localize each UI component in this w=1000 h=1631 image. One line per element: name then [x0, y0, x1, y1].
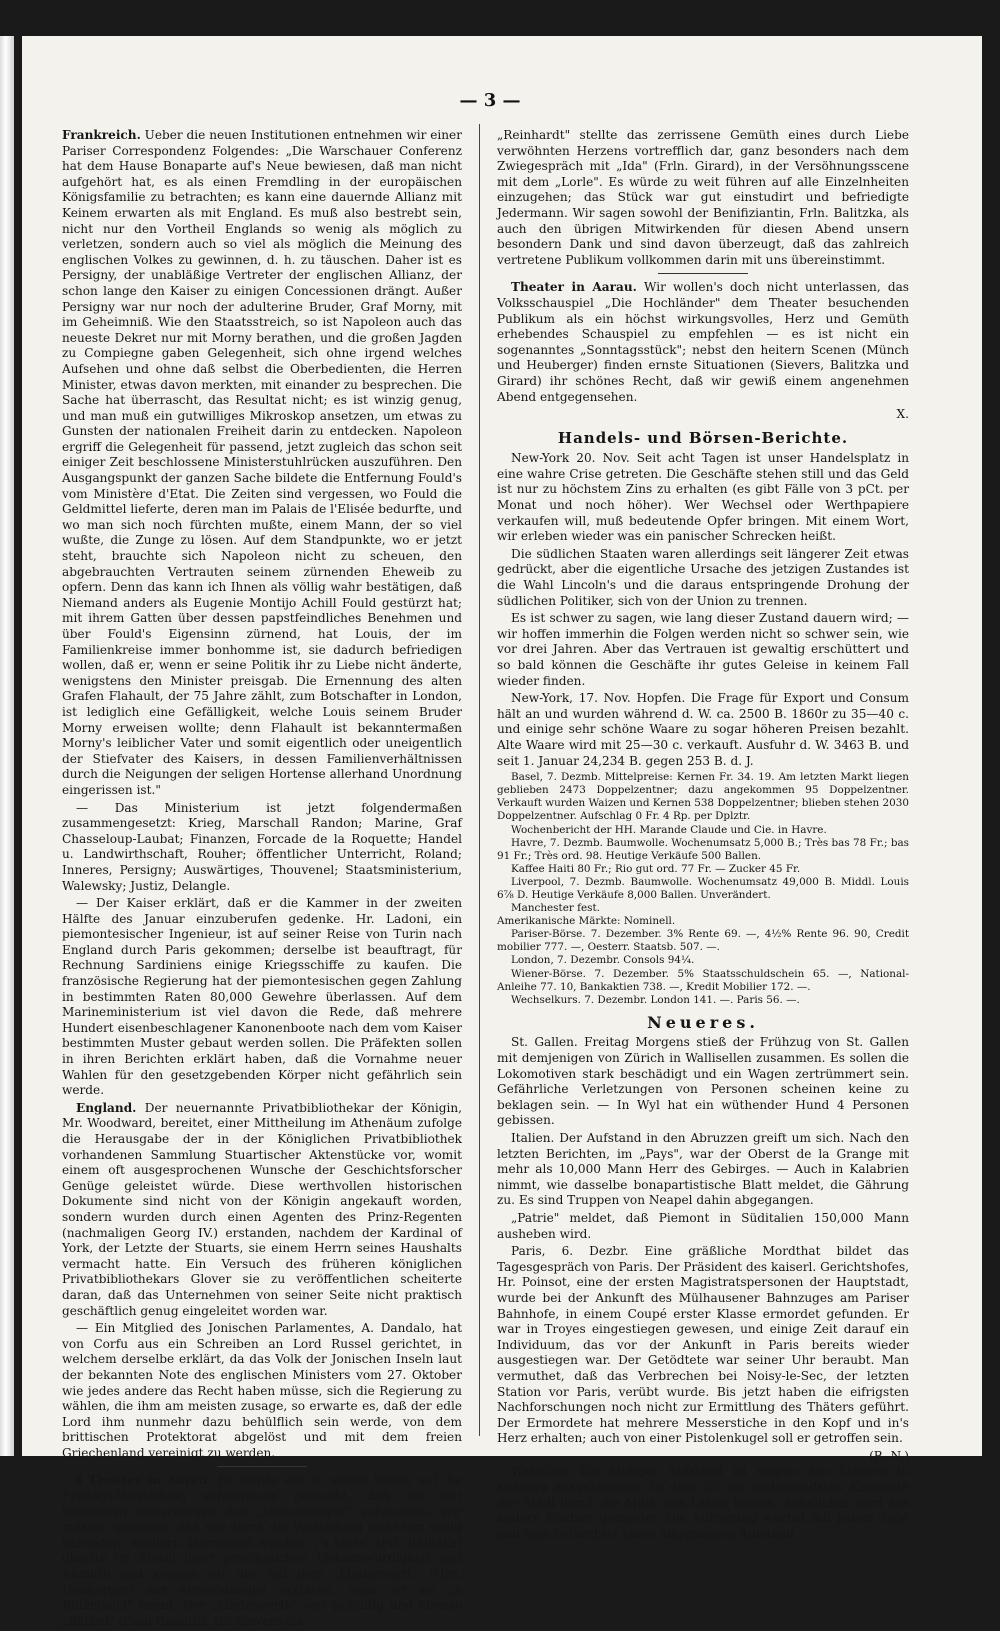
market-paris-boerse: Pariser-Börse. 7. Dezember. 3% Rente 69. —, 4½% Rente 96. 90, Credit mobilier 777. —, Oesterr. Staatsb. 507. —.: [497, 928, 909, 954]
market-amerika: Amerikanische Märkte: Nominell.: [497, 915, 676, 928]
article-theater-1: [62, 1473, 462, 1629]
market-wechselkurs: Wechselkurs. 7. Dezembr. London 141. —. Paris 56. —.: [511, 993, 800, 1006]
heading-theater-2: Theater in Aarau.: [511, 280, 637, 295]
heading-theater-1: § Theater in Aarau.: [76, 1473, 212, 1488]
market-london: London, 7. Dezembr. Consols 94¼.: [511, 954, 695, 967]
section-heading-neueres: Neueres.: [647, 1012, 759, 1032]
market-manchester: Manchester fest.: [511, 902, 600, 915]
article-theater-2-text: Wir wollen's doch nicht unterlassen, das Volksschauspiel „Die Hochländer" dem Theater besuchenden Publikum als ein höchst wirkungsvolles, Herz und Gemüth erhebendes Schauspiel zu empfehlen — es ist nicht ein sogenanntes „Sonntagsstück"; nebst den heitern Scenen (Münch und Heuberger) finden ernste Situationen (Sievers, Balitzka und Girard) ihr schönes Recht, daß wir gewiß einem angenehmen Abend entgegensehen.: [497, 280, 909, 404]
report-outlook: Es ist schwer zu sagen, wie lang dieser Zustand dauern wird; — wir hoffen immerhin die Folgen werden nicht so schwer sein, wie vor drei Jahren. Aber das Vertrauen ist gewaltig erschüttert und so bald können die Geschäfte ihr gutes Geleise in keinem Fall wieder finden.: [497, 611, 909, 688]
section-heading-handel: Handels- und Börsen-Berichte.: [557, 428, 849, 447]
report-newyork-crisis: New-York 20. Nov. Seit acht Tagen ist unser Handelsplatz in eine wahre Crise getreten. Die Geschäfte stehen still und das Geld ist nur zu höchstem Zins zu erhalten (es gibt Fälle von 3 pCt. per Monat und noch höher). Wer Wechsel oder Werthpapiere verkaufen will, muß bedeutende Opfer bringen. Mit einem Wort, wir erleben wieder was ein panischer Schrecken heißt.: [497, 451, 909, 544]
article-ministerium: — Das Ministerium ist jetzt folgendermaßen zusammengesetzt: Krieg, Marschall Randon; Marine, Graf Chasseloup-Laubat; Finanzen, Forcade de la Roquette; Handel u. Landwirthschaft, Rouher; öffentlicher Unterricht, Roland; Inneres, Persigny; Auswärtiges, Thouvenel; Staatsministerium, Walewsky; Justiz, Delangle.: [62, 800, 462, 893]
page-edge: [0, 36, 14, 1456]
market-havre: Havre, 7. Dezmb. Baumwolle. Wochenumsatz 5,000 B.; Très bas 78 Fr.; bas 91 Fr.; Très ord. 98. Heutige Verkäufe 500 Ballen.: [497, 836, 909, 862]
signature: X.: [896, 407, 909, 422]
market-wochenbericht: Wochenbericht der HH. Marande Claude und Cie. in Havre.: [511, 823, 827, 836]
market-basel: Basel, 7. Dezmb. Mittelpreise: Kernen Fr. 34. 19. Am letzten Markt liegen geblieben 2473 Doppelzentner; dazu angekommen 95 Doppelzentner. Verkauft wurden Waizen und Kernen 538 Doppelzentner; blieben stehen 2030 Doppelzentner. Aufschlag 0 Fr. 4 Rp. per Dplztr.: [497, 771, 909, 823]
article-theater-1-text: Es wurde von so vielen Seiten auf die Freitags-Vorstellung aufmerksam gemacht, daß wir mit besondern Erwartungen den „Musentempel" aufsuchten. Wir müssen gestehen, daß wir durch die Vorstellung nicht nur völlig befriedigt, sondern überrascht wurden. „'s Lorle" (Frl. Balitzka) glänzte im Strahl ihrer gewöhnlichen Liebenswürdigkeit und Anmuth und können wir uns mit dem „Lindenwirth" (Hrn. Heuberger) nur einverstanden erklären, wenn er sie „a Blitzmädel" nennt. Der „Lindenwirth" war prächtig und ebenso „Bärbel" (Frau Gnauth). Hr. Sievers als: [62, 1473, 462, 1628]
article-england-text: Der neuernannte Privatbibliothekar der Königin, Mr. Woodward, bereitet, einer Mittheilung im Athenäum zufolge die Herausgabe der in der Königlichen Privatbibliothek vorhandenen Sammlung Stuartischer Aktenstücke vor, womit einem oft ausgesprochenen Wunsche der Geschichtsforscher Genüge geleistet würde. Diese werthvollen historischen Dokumente sind nicht von der Königin angekauft worden, sondern wurden durch einen Agenten des Prinz-Regenten (nachmaligen Georg IV.) erstanden, nachdem der Kardinal of York, der Letzte der Stuarts, sie einem Herrn seines Haushalts vermacht hatte. Ein Versuch des früheren königlichen Privatbibliothekars Glover sie zu veröffentlichen scheiterte daran, daß das Unternehmen von seiner Seite nicht praktisch geschäftlich genug eingeleitet worden war.: [62, 1100, 462, 1318]
news-patrie: „Patrie" meldet, daß Piemont in Süditalien 150,000 Mann ausheben wird.: [497, 1210, 909, 1241]
article-theater-2: [497, 280, 909, 405]
separator-rule: [217, 1466, 307, 1467]
news-italien: Italien. Der Aufstand in den Abruzzen greift um sich. Nach den letzten Berichten, im „Pays", war der Oberst de la Grange mit mehr als 10,000 Mann Herr des Gebirges. — Auch in Kalabrien nimmt, wie dasselbe bonapartistische Blatt meldet, die Gährung zu. Es sind Truppen von Neapel dahin abgegangen.: [497, 1131, 909, 1208]
heading-england: England.: [76, 1100, 137, 1115]
report-southern-states: Die südlichen Staaten waren allerdings seit längerer Zeit etwas gedrückt, aber die eigentliche Ursache des jetzigen Zustandes ist die Wahl Lincoln's und die daraus entspringende Drohung der südlichen Politiker, sich von der Union zu trennen.: [497, 546, 909, 608]
article-kaiser: — Der Kaiser erklärt, daß er die Kammer in der zweiten Hälfte des Januar einzuberufen gedenke. Hr. Ladoni, ein piemontesischer Ingenieur, ist auf seiner Reise von Turin nach England durch Paris gekommen; derselbe ist beauftragt, für Rechnung Sardiniens einige Kriegsschiffe zu kaufen. Die französische Regierung hat der piemontesischen gegen Zahlung in bestimmten Raten 80,000 Gewehre überlassen. Auf dem Marineministerium ist viel davon die Rede, daß mehrere Hundert eisenbeschlagener Kanonenboote nach dem vom Kaiser bestimmten Muster gebaut werden sollen. Die Präfekten sollen in ihren Berichten erklärt haben, daß die Vornahme neuer Wahlen für den gesetzgebenden Körper nicht gefährlich sein werde.: [62, 896, 462, 1098]
market-wien: Wiener-Börse. 7. Dezember. 5% Staatsschuldschein 65. —, National-Anleihe 77. 10, Bankaktien 738. —, Kredit Mobilier 172. —.: [497, 967, 909, 993]
source-signature: (B.-N.): [869, 1448, 909, 1463]
news-paris: Paris, 6. Dezbr. Eine gräßliche Mordthat bildet das Tagesgespräch von Paris. Der Präsident des kaiserl. Gerichtshofes, Hr. Poinsot, eine der ersten Magistratspersonen der Hauptstadt, wurde bei der Ankunft des Mülhausener Bahnzuges am Pariser Bahnhofe, in einem Coupé erster Klasse ermordet gefunden. Er war in Troyes eingestiegen gewesen, und einige Zeit darauf ein Individuum, das vor der Ankunft in Paris bereits wieder ausgestiegen war. Der Getödtete war seiner Uhr beraubt. Man vermuthet, daß das Verbrechen bei Noisy-le-Sec, der letzten Station vor Paris, verübt wurde. Bis jetzt haben die eifrigsten Nachforschungen noch nicht zur Ermittlung des Thäters geführt. Der Ermordete hat mehrere Messerstiche in den Kopf und in's Herz erhalten; auch von einer Pistolenkugel soll er getroffen sein.: [497, 1244, 909, 1446]
separator-rule: [658, 273, 748, 274]
left-column: [62, 128, 462, 1631]
market-liverpool: Liverpool, 7. Dezmb. Baumwolle. Wochenumsatz 49,000 B. Middl. Louis 6⅞ D. Heutige Verkäufe 8,000 Ballen. Unverändert.: [497, 875, 909, 901]
heading-frankreich: Frankreich.: [62, 128, 141, 142]
market-kaffee: Kaffee Haiti 80 Fr.; Rio gut ord. 77 Fr. — Zucker 45 Fr.: [511, 862, 801, 875]
article-england: [62, 1101, 462, 1319]
article-frankreich: [62, 128, 462, 799]
news-walachei: Walachei. Ein blutiger Aufstand ist wegen den Steuern in Krajowa ausgebrochen, in dem 20 der bedeutendsten Kaufleute der Stadt durch die Miliz ums Leben kamen. Aehnliches wird aus andern Städten gemeldet. Die Aufregung wächst mit jedem Tage und man befürchtet einen allgemeinen Aufstand.: [497, 1464, 909, 1541]
column-divider: [479, 124, 480, 1436]
article-theater-1-continued: „Reinhardt" stellte das zerrissene Gemüth eines durch Liebe verwöhnten Herzens vortrefflich dar, ganz besonders nach dem Zwiegespräch mit „Ida" (Frln. Girard), in der Versöhnungsscene mit dem „Lorle". Es würde zu weit führen auf alle Einzelnheiten einzugehen; das Stück war gut einstudirt und befriedigte Jedermann. Wir sagen sowohl der Benifiziantin, Frln. Balitzka, als auch den übrigen Mitwirkenden für diesen Abend unsern besondern Dank und sind davon überzeugt, daß das zahlreich vertretene Publikum vollkommen darin mit uns übereinstimmt.: [497, 128, 909, 267]
page-number: — 3 —: [459, 90, 521, 111]
report-hopfen: New-York, 17. Nov. Hopfen. Die Frage für Export und Consum hält an und wurden während d. W. ca. 2500 B. 1860r zu 35—40 c. und einige sehr schöne Waare zu sogar höheren Preisen bezahlt. Alte Waare wird mit 25—30 c. verkauft. Ausfuhr d. W. 3463 B. und seit 1. Januar 24,234 B. gegen 253 B. d. J.: [497, 691, 909, 768]
article-frankreich-text: Ueber die neuen Institutionen entnehmen wir einer Pariser Correspondenz Folgendes: „Die Warschauer Conferenz hat dem Hause Bonaparte auf's Neue bewiesen, daß man nicht aufgehört hat, es als einen Fremdling in der europäischen Königsfamilie zu betrachten; es kann eine dauernde Allianz mit Keinem erwarten als mit England. Es muß also bestrebt sein, nicht nur den Vortheil Englands so wenig als möglich zu verletzen, sondern auch so viel als möglich die Meinung des englischen Volkes zu gewinnen, d. h. zu täuschen. Daher ist es Persigny, der unabläßige Vertreter der englischen Allianz, der schon lange den Kaiser zu einigen Concessionen drängt. Außer Persigny war nur noch der adulterine Bruder, Graf Morny, mit im Geheimniß. Wie den Staatsstreich, so ist Napoleon auch das neueste Dekret nur mit Morny berathen, und die großen Jagden zu Compiegne gaben Gelegenheit, sich ohne irgend welches Aufsehen und ohne daß selbst die Oberbedienten, die Herren Minister, etwas davon merkten, mit einander zu besprechen. Die Sache hat überrascht, das Resultat nicht; es ist winzig genug, und man muß ein gutwilliges Mikroskop ansetzen, um etwas zu Gunsten der nationalen Freiheit darin zu entdecken. Napoleon ergriff die Gelegenheit für passend, jetzt zugleich das schon seit einiger Zeit beschlossene Ministerstuhlrücken auszuführen. Den Ausgangspunkt der ganzen Sache bildete die Entfernung Fould's vom Ministère d'Etat. Die Zeiten sind vergessen, wo Fould die Geldmittel lieferte, deren man im Palais de l'Elisée bedurfte, und wo man sich noch fürchten mußte, einem Mann, der so viel wußte, die Zunge zu lösen. Auf dem Standpunkte, wo er jetzt steht, brauchte sich Napoleon nicht zu scheuen, den abgebrauchten Vertrauten seinem zürnenden Eheweib zu opfern. Denn das kann ich Ihnen als völlig wahr bestätigen, daß Niemand anders als Eugenie Montijo Achill Fould gestürzt hat; mit ihrem Gatten über dessen papstfeindliches Benehmen und über Fould's Eigensinn zürnend, hat Louis, der im Familienkreise immer bonhomme ist, sie dadurch befriedigen wollen, daß er, wenn er seine Politik ihr zu Liebe nicht änderte, wenigstens den Minister preisgab. Die Ernennung des alten Grafen Flahault, der 75 Jahre zählt, zum Botschafter in London, ist lediglich eine Gefälligkeit, welche Louis seinem Bruder Morny erweisen wollte; denn Flahault ist bekanntermaßen Morny's leiblicher Vater und somit eigentlich oder uneigentlich der Stiefvater des Kaisers, in dessen Familienverhältnissen durch die Neigungen der seligen Hortense allerhand Unordnung eingerissen ist.": [62, 128, 462, 797]
article-jonisch: — Ein Mitglied des Jonischen Parlamentes, A. Dandalo, hat von Corfu aus ein Schreiben an Lord Russel gerichtet, in welchem derselbe erklärt, da das Volk der Jonischen Inseln laut der bekannten Note des englischen Ministers vom 27. Oktober wie jedes andere das Recht haben müsse, sich die Regierung zu wählen, die ihm am meisten zusage, so erwarte es, daß der edle Lord ihm nunmehr dazu behülflich sein werde, von dem brittischen Protektorat abgelöst und mit dem freien Griechenland vereinigt zu werden.: [62, 1321, 462, 1460]
news-st-gallen: St. Gallen. Freitag Morgens stieß der Frühzug von St. Gallen mit demjenigen von Zürich in Wallisellen zusammen. Es sollen die Lokomotiven stark beschädigt und ein Wagen zertrümmert sein. Gefährliche Verletzungen von Personen scheinen keine zu beklagen sein. — In Wyl hat ein wüthender Hund 4 Personen gebissen.: [497, 1035, 909, 1128]
right-column: [497, 128, 909, 1544]
